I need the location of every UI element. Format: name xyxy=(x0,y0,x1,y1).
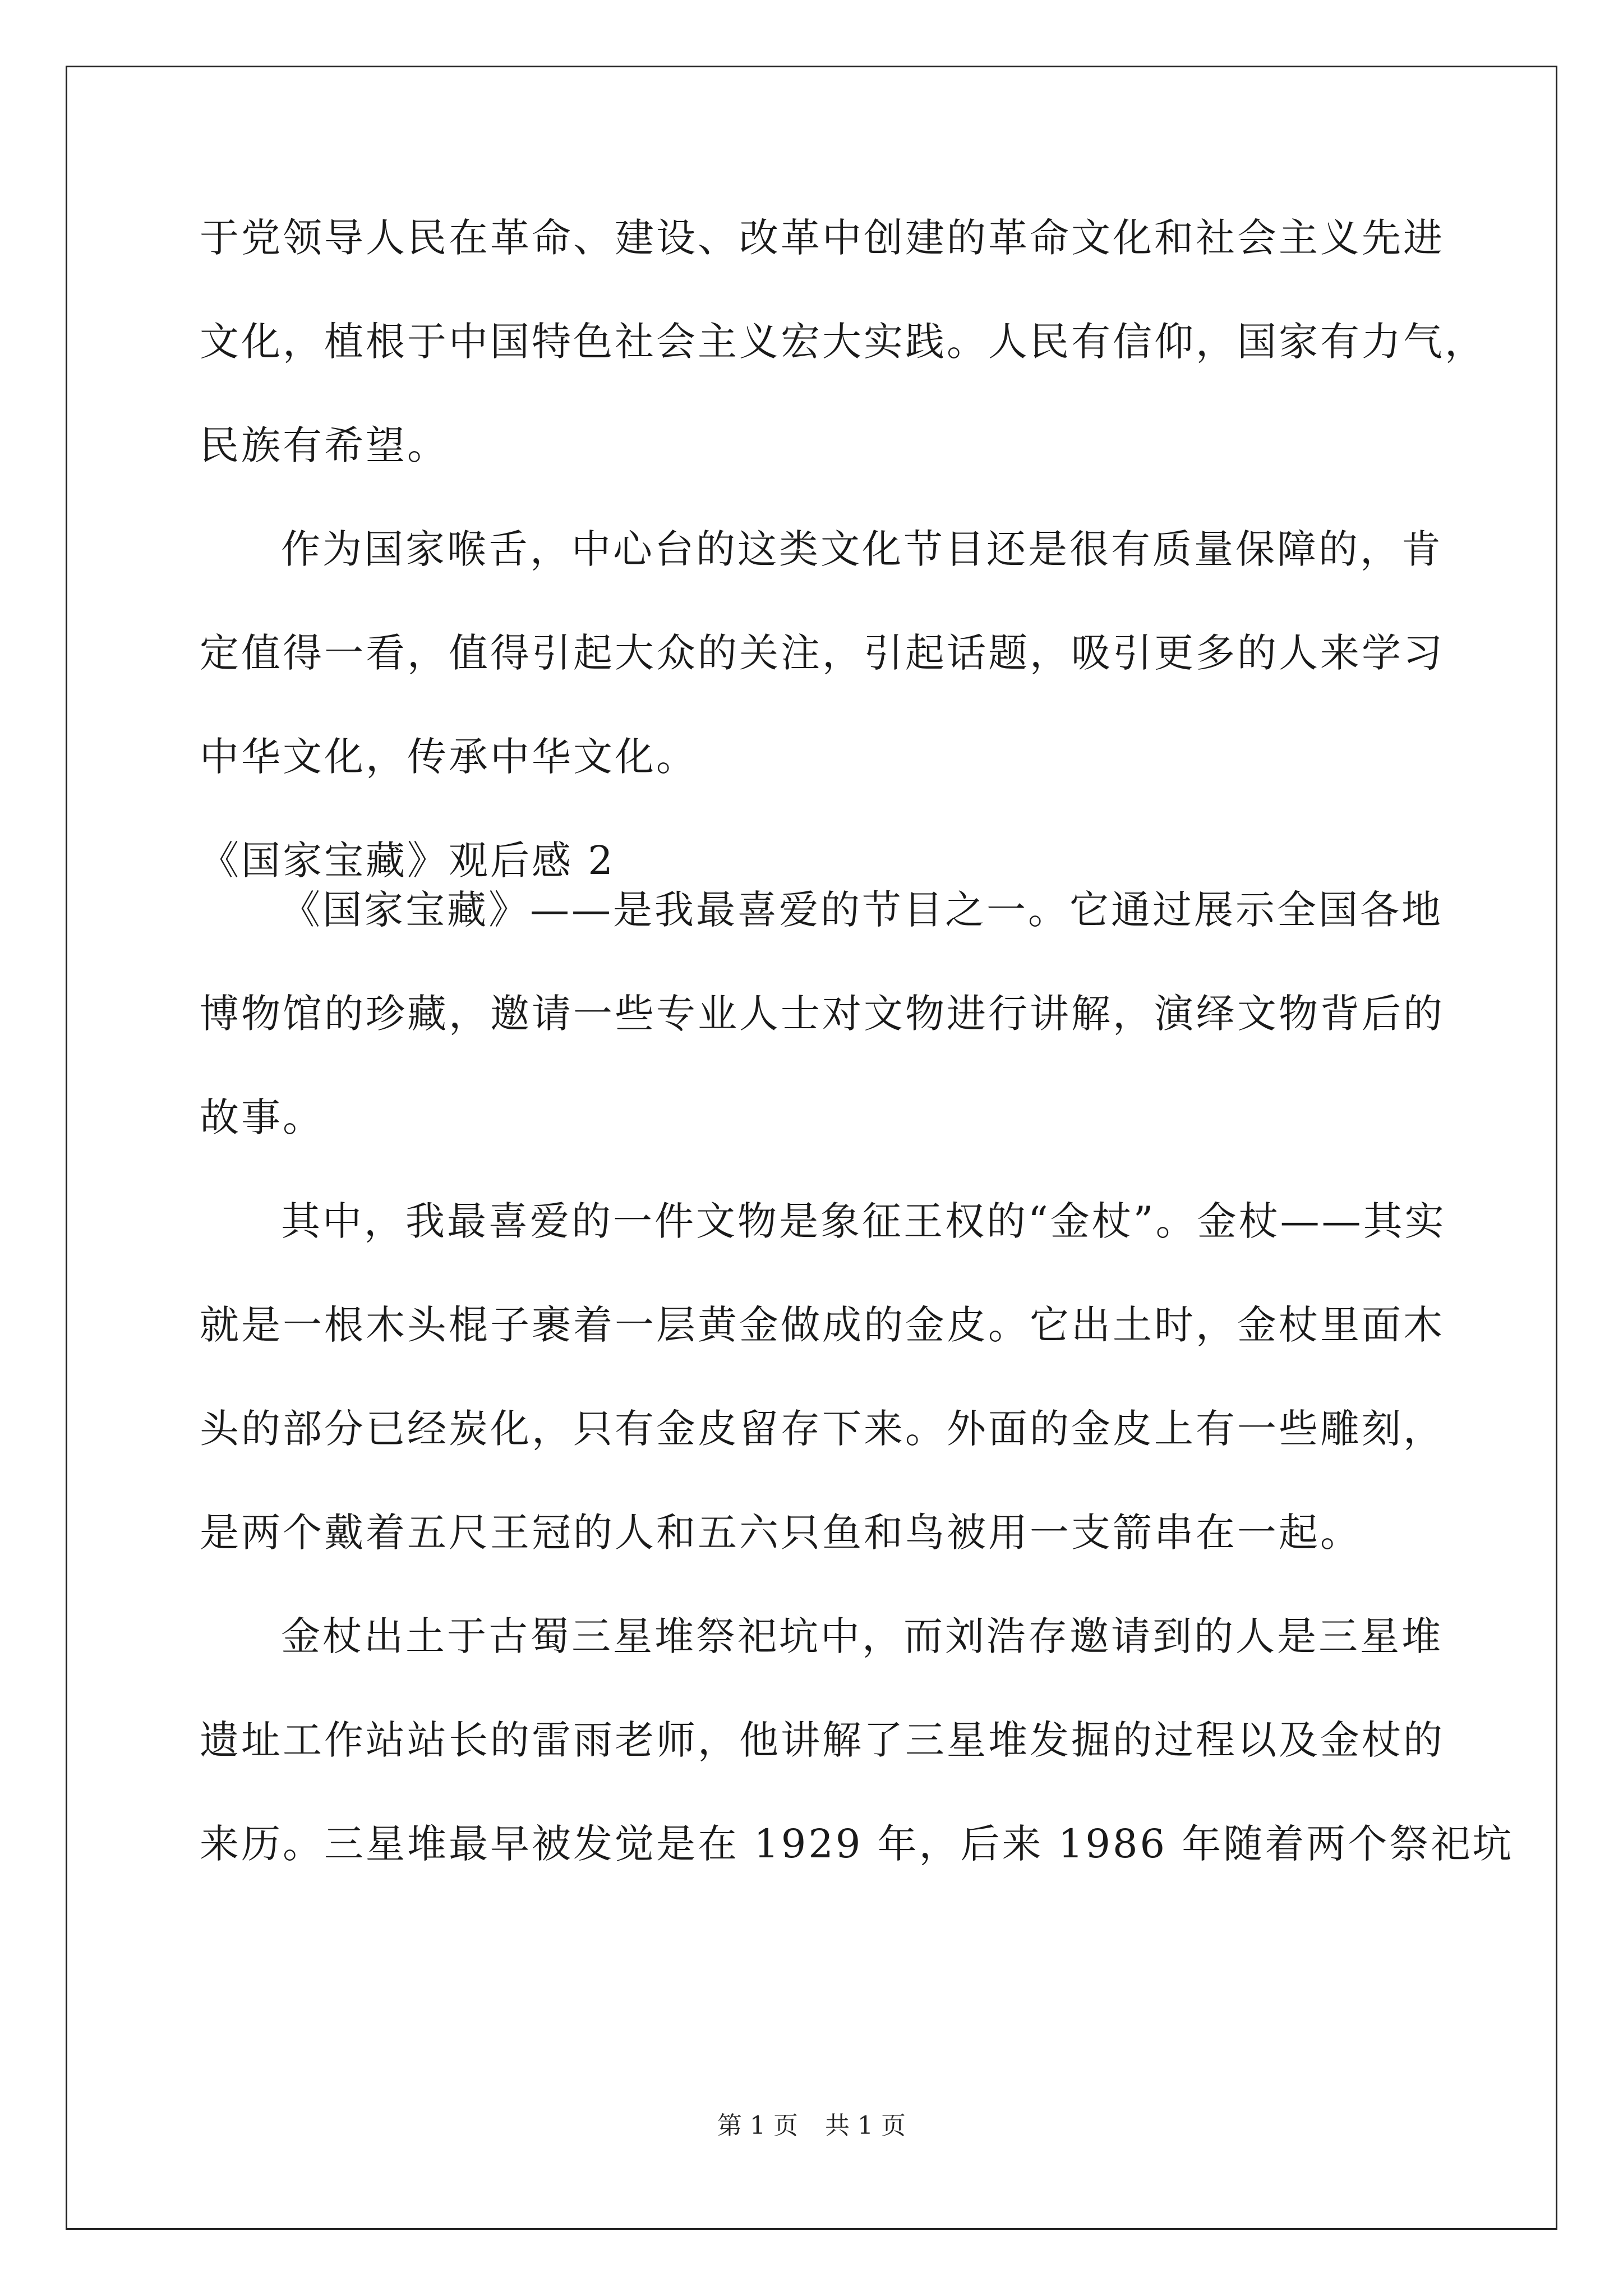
page-total: 共 1 页 xyxy=(825,2111,906,2140)
text-line: 是两个戴着五尺王冠的人和五六只鱼和鸟被用一支箭串在一起。 xyxy=(200,1510,1362,1556)
page-number: 第 1 页 xyxy=(717,2111,798,2140)
text-line: 其中，我最喜爱的一件文物是象征王权的“金杖”。金杖——其实 xyxy=(281,1198,1446,1244)
page-footer xyxy=(0,2109,1623,2143)
text-line: 定值得一看，值得引起大众的关注，引起话题，吸引更多的人来学习 xyxy=(200,630,1445,676)
text-line: 金杖出土于古蜀三星堆祭祀坑中，而刘浩存邀请到的人是三星堆 xyxy=(281,1613,1443,1659)
section-heading: 《国家宝藏》观后感 2 xyxy=(200,838,615,884)
text-line: 文化，植根于中国特色社会主义宏大实践。人民有信仰，国家有力气， xyxy=(200,319,1486,365)
text-line: 就是一根木头棍子裹着一层黄金做成的金皮。它出土时，金杖里面木 xyxy=(200,1302,1445,1348)
text-line: 故事。 xyxy=(200,1094,324,1140)
text-line: 遗址工作站站长的雷雨老师，他讲解了三星堆发掘的过程以及金杖的 xyxy=(200,1717,1445,1763)
text-line: 民族有希望。 xyxy=(200,422,449,468)
text-line: 作为国家喉舌，中心台的这类文化节目还是很有质量保障的，肯 xyxy=(281,526,1443,572)
text-line: 博物馆的珍藏，邀请一些专业人士对文物进行讲解，演绎文物背后的 xyxy=(200,991,1445,1037)
text-line: 来历。三星堆最早被发觉是在 1929 年，后来 1986 年随着两个祭祀坑 xyxy=(200,1821,1514,1867)
document-body xyxy=(200,213,1514,1869)
text-line: 中华文化，传承中华文化。 xyxy=(200,734,698,780)
text-line: 《国家宝藏》——是我最喜爱的节目之一。它通过展示全国各地 xyxy=(281,887,1443,933)
text-line: 头的部分已经炭化，只有金皮留存下来。外面的金皮上有一些雕刻， xyxy=(200,1406,1445,1452)
text-line: 于党领导人民在革命、建设、改革中创建的革命文化和社会主义先进 xyxy=(200,215,1445,261)
